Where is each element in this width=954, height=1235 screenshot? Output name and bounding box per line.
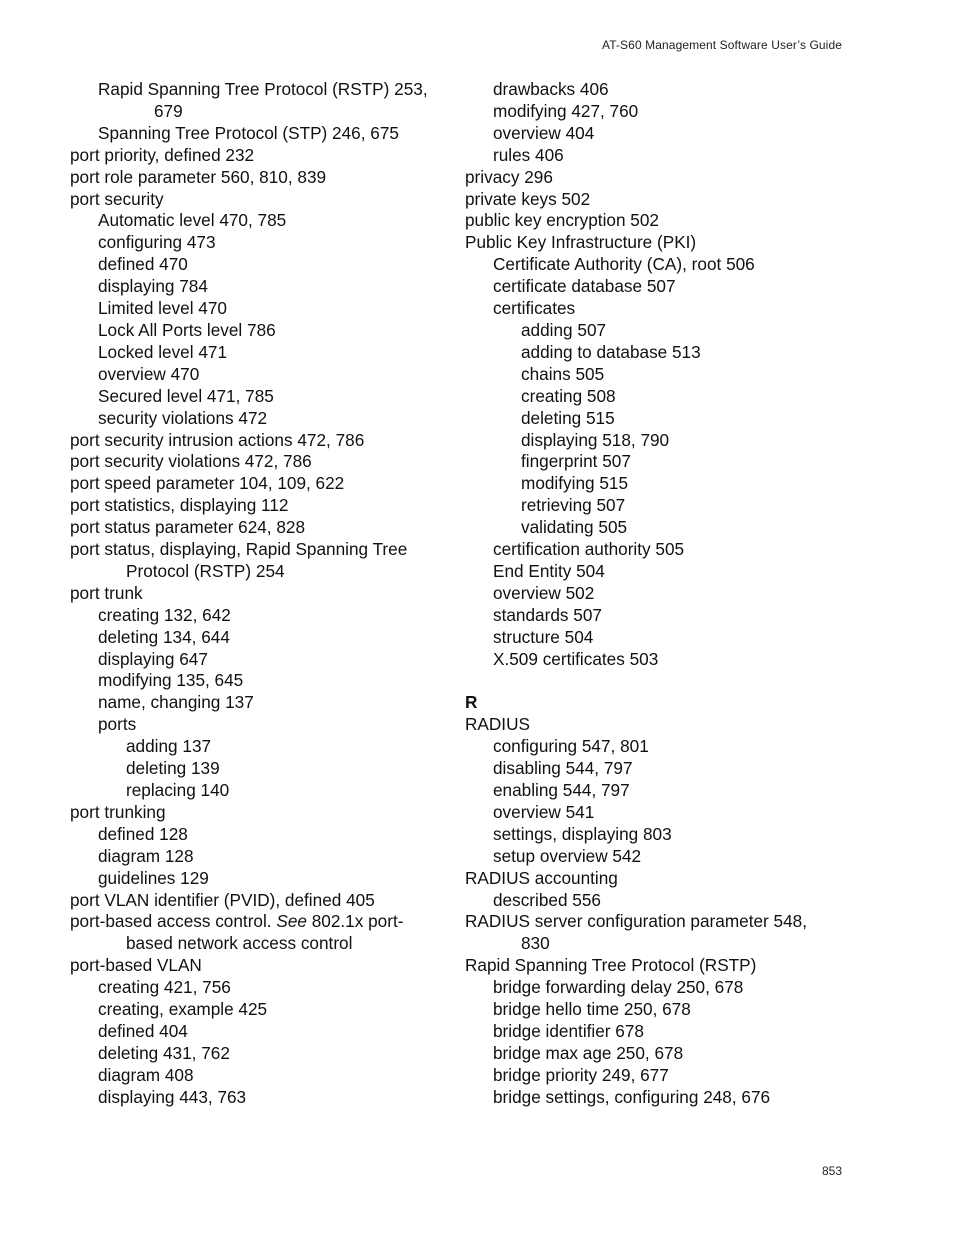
index-column-left	[70, 79, 460, 1109]
index-entry-text: port statistics, displaying 112	[70, 495, 289, 516]
index-entry	[70, 430, 460, 452]
index-entry	[465, 473, 855, 495]
index-entry-text: displaying 784	[98, 276, 208, 297]
index-entry	[70, 780, 460, 802]
index-entry	[70, 298, 460, 320]
index-entry-text: port-based VLAN	[70, 955, 202, 976]
index-entry-text: described 556	[493, 889, 601, 910]
index-entry-text: port speed parameter 104, 109, 622	[70, 473, 345, 494]
index-entry-text: End Entity 504	[493, 560, 605, 581]
index-entry-text: deleting 515	[521, 407, 615, 428]
index-entry-text: deleting 431, 762	[98, 1042, 230, 1063]
index-entry	[70, 1043, 460, 1065]
index-entry-text: bridge priority 249, 677	[493, 1064, 669, 1085]
index-entry	[70, 79, 460, 101]
index-entry	[70, 408, 460, 430]
index-entry	[465, 561, 855, 583]
index-entry	[70, 824, 460, 846]
index-entry	[70, 955, 460, 977]
index-entry	[70, 189, 460, 211]
index-entry-text: Locked level 471	[98, 341, 227, 362]
index-entry	[70, 1065, 460, 1087]
index-entry-text: enabling 544, 797	[493, 779, 630, 800]
index-entry	[465, 955, 855, 977]
index-entry	[465, 736, 855, 758]
index-entry	[70, 583, 460, 605]
index-entry-text: port security intrusion actions 472, 786	[70, 429, 365, 450]
index-entry-text: port security violations 472, 786	[70, 451, 312, 472]
index-entry-text: port security	[70, 188, 164, 209]
index-entry	[465, 868, 855, 890]
index-entry	[70, 342, 460, 364]
index-entry-text: creating 508	[521, 385, 616, 406]
index-entry	[465, 189, 855, 211]
index-entry	[70, 539, 460, 561]
index-entry-text: creating 132, 642	[98, 604, 231, 625]
index-entry-text: private keys 502	[465, 188, 591, 209]
index-entry-text: bridge max age 250, 678	[493, 1042, 684, 1063]
index-entry	[465, 320, 855, 342]
index-entry-text: ports	[98, 714, 137, 735]
index-entry-text: modifying 427, 760	[493, 100, 639, 121]
index-entry-text: displaying 647	[98, 648, 208, 669]
index-entry	[70, 276, 460, 298]
index-entry	[70, 736, 460, 758]
index-entry	[465, 517, 855, 539]
index-entry-text: bridge forwarding delay 250, 678	[493, 977, 744, 998]
index-entry-text: displaying 518, 790	[521, 429, 670, 450]
index-entry	[465, 539, 855, 561]
index-entry-text: Lock All Ports level 786	[98, 319, 276, 340]
index-entry-text: privacy 296	[465, 166, 553, 187]
index-entry-text: overview 404	[493, 122, 595, 143]
page-number: 853	[821, 1164, 842, 1178]
index-entry	[70, 232, 460, 254]
index-entry	[465, 1021, 855, 1043]
index-entry	[465, 890, 855, 912]
index-entry	[70, 627, 460, 649]
index-entry	[70, 977, 460, 999]
index-entry-text: port trunking	[70, 801, 166, 822]
index-entry-continuation: 679	[154, 100, 183, 121]
index-entry-text: X.509 certificates 503	[493, 648, 659, 669]
index-entry	[465, 977, 855, 999]
index-entry-text: RADIUS accounting	[465, 867, 618, 888]
index-entry	[465, 758, 855, 780]
index-entry	[465, 911, 855, 933]
index-entry-text: creating, example 425	[98, 999, 268, 1020]
index-entry	[70, 714, 460, 736]
index-entry-text: port role parameter 560, 810, 839	[70, 166, 327, 187]
index-entry	[465, 210, 855, 232]
index-entry	[465, 430, 855, 452]
index-entry-text: rules 406	[493, 144, 564, 165]
index-entry	[465, 1043, 855, 1065]
index-entry-text: bridge identifier 678	[493, 1020, 644, 1041]
index-entry	[70, 605, 460, 627]
index-entry	[70, 364, 460, 386]
index-entry	[465, 276, 855, 298]
index-entry-text: deleting 134, 644	[98, 626, 230, 647]
index-entry	[465, 846, 855, 868]
index-entry	[70, 758, 460, 780]
index-entry	[465, 167, 855, 189]
index-entry-text: adding 137	[126, 736, 212, 757]
index-entry-text-after: 802.1x port-	[306, 911, 404, 932]
see-reference: See	[276, 911, 307, 932]
index-entry-text: modifying 135, 645	[98, 670, 244, 691]
index-entry-text: overview 502	[493, 582, 595, 603]
index-entry	[465, 802, 855, 824]
index-entry	[70, 692, 460, 714]
index-entry-text: diagram 128	[98, 845, 194, 866]
index-entry	[70, 495, 460, 517]
index-entry	[465, 123, 855, 145]
index-entry-text: RADIUS server configuration parameter 548,	[465, 911, 807, 932]
index-entry-text: certificates	[493, 298, 576, 319]
index-entry-text: Public Key Infrastructure (PKI)	[465, 232, 697, 253]
index-entry-continuation: based network access control	[126, 933, 353, 954]
section-letter: R	[465, 692, 478, 713]
index-column-right	[465, 79, 855, 1109]
index-entry-text: structure 504	[493, 626, 594, 647]
index-entry	[465, 649, 855, 671]
index-entry	[465, 451, 855, 473]
index-entry-text: port-based access control.	[70, 911, 277, 932]
index-entry-text: overview 470	[98, 363, 200, 384]
index-entry-text: guidelines 129	[98, 867, 209, 888]
running-header: AT-S60 Management Software User’s Guide	[601, 38, 842, 52]
index-entry	[70, 846, 460, 868]
index-entry	[70, 517, 460, 539]
index-entry-text: standards 507	[493, 604, 602, 625]
index-entry	[465, 714, 855, 736]
index-entry	[465, 627, 855, 649]
index-entry-text: Secured level 471, 785	[98, 385, 274, 406]
index-entry-text: certification authority 505	[493, 539, 685, 560]
index-entry-text: configuring 547, 801	[493, 736, 649, 757]
index-entry	[70, 802, 460, 824]
index-entry-text: name, changing 137	[98, 692, 254, 713]
index-entry-text: setup overview 542	[493, 845, 642, 866]
index-entry-continuation: Protocol (RSTP) 254	[126, 560, 285, 581]
index-entry-text: deleting 139	[126, 758, 220, 779]
index-entry	[465, 298, 855, 320]
index-entry	[70, 123, 460, 145]
index-entry-text: displaying 443, 763	[98, 1086, 247, 1107]
index-entry-text: Rapid Spanning Tree Protocol (RSTP)	[465, 955, 757, 976]
index-entry	[465, 79, 855, 101]
index-entry-text: port status, displaying, Rapid Spanning Tree	[70, 539, 408, 560]
index-entry	[70, 911, 460, 933]
index-entry-text: defined 128	[98, 823, 188, 844]
index-entry	[465, 1087, 855, 1109]
index-entry-text: certificate database 507	[493, 276, 676, 297]
index-entry-text: port VLAN identifier (PVID), defined 405	[70, 889, 375, 910]
index-entry-continuation: 830	[521, 933, 550, 954]
index-entry-text: overview 541	[493, 801, 595, 822]
index-entry	[465, 145, 855, 167]
index-entry	[465, 101, 855, 123]
index-entry	[70, 145, 460, 167]
index-entry-text: port status parameter 624, 828	[70, 517, 306, 538]
index-entry	[465, 386, 855, 408]
index-entry-text: bridge settings, configuring 248, 676	[493, 1086, 771, 1107]
index-entry-text: Rapid Spanning Tree Protocol (RSTP) 253,	[98, 79, 428, 99]
index-entry-text: chains 505	[521, 363, 605, 384]
index-entry-text: modifying 515	[521, 473, 629, 494]
index-entry-text: diagram 408	[98, 1064, 194, 1085]
index-entry-text: validating 505	[521, 517, 628, 538]
index-entry-text: configuring 473	[98, 232, 216, 253]
index-entry-text: security violations 472	[98, 407, 268, 428]
index-entry-text: retrieving 507	[521, 495, 626, 516]
index-entry	[70, 1087, 460, 1109]
index-entry-text: fingerprint 507	[521, 451, 631, 472]
index-entry	[70, 451, 460, 473]
index-entry	[465, 254, 855, 276]
section-gap	[465, 670, 855, 692]
index-entry-text: Spanning Tree Protocol (STP) 246, 675	[98, 122, 399, 143]
index-entry-text: Automatic level 470, 785	[98, 210, 287, 231]
index-entry-text: bridge hello time 250, 678	[493, 999, 691, 1020]
index-entry-text: port trunk	[70, 582, 143, 603]
index-entry-text: defined 404	[98, 1020, 188, 1041]
index-entry	[465, 780, 855, 802]
index-entry-text: port priority, defined 232	[70, 144, 255, 165]
index-entry	[70, 890, 460, 912]
index-entry	[70, 649, 460, 671]
index-entry-text: Certificate Authority (CA), root 506	[493, 254, 755, 275]
index-entry	[465, 408, 855, 430]
index-entry	[70, 167, 460, 189]
index-entry	[70, 473, 460, 495]
index-entry-text: adding to database 513	[521, 341, 701, 362]
index-entry	[465, 999, 855, 1021]
index-entry-text: Limited level 470	[98, 298, 227, 319]
index-entry	[70, 999, 460, 1021]
index-entry	[70, 670, 460, 692]
index-entry	[70, 868, 460, 890]
index-entry-text: defined 470	[98, 254, 188, 275]
index-entry-text: adding 507	[521, 319, 607, 340]
index-entry-text: RADIUS	[465, 714, 530, 735]
index-entry-text: drawbacks 406	[493, 79, 609, 99]
index-entry	[465, 583, 855, 605]
index-entry	[465, 605, 855, 627]
index-entry	[70, 320, 460, 342]
index-entry	[70, 386, 460, 408]
index-entry	[70, 1021, 460, 1043]
index-entry	[465, 364, 855, 386]
index-entry-text: disabling 544, 797	[493, 758, 633, 779]
index-entry	[70, 210, 460, 232]
index-entry	[465, 495, 855, 517]
index-entry-text: creating 421, 756	[98, 977, 231, 998]
index-entry	[465, 342, 855, 364]
index-entry	[465, 232, 855, 254]
index-entry-text: public key encryption 502	[465, 210, 659, 231]
index-entry	[465, 824, 855, 846]
index-entry	[465, 1065, 855, 1087]
index-entry-text: settings, displaying 803	[493, 823, 672, 844]
index-entry	[70, 254, 460, 276]
index-entry-text: replacing 140	[126, 780, 230, 800]
